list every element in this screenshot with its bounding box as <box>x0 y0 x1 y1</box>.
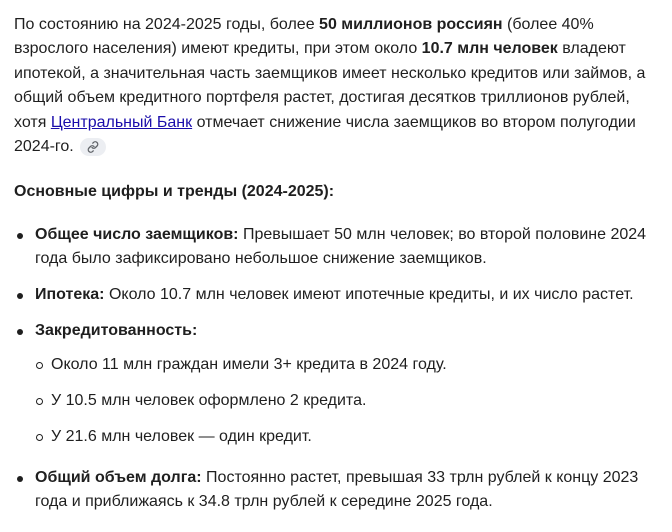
intro-text-4: отмечает снижение числа заемщиков во втором полугодии 2024-го. <box>14 113 636 156</box>
list-item-total-borrowers <box>14 223 654 271</box>
list-item-total-debt <box>14 466 654 514</box>
intro-paragraph <box>14 13 654 159</box>
item-text: Около 10.7 млн человек имеют ипотечные кредиты, и их число растет. <box>104 286 634 304</box>
debt-load-sublist <box>35 353 654 449</box>
intro-text-3: владеют ипотекой, а значительная часть заемщиков имеет несколько кредитов или займов, а общий объем кредитного портфеля растет, достигая десятков триллионов рублей, хотя <box>14 40 646 131</box>
intro-text-2: (более 40% взрослого населения) имеют кредиты, при этом около <box>14 16 594 58</box>
intro-bold-borrowers: 50 миллионов россиян <box>319 16 503 33</box>
sub-list-item: У 21.6 млн человек — один кредит. <box>35 425 654 449</box>
list-item-mortgage <box>14 283 654 307</box>
item-text: Превышает 50 млн человек; во второй половине 2024 года было зафиксировано небольшое снижение заемщиков. <box>35 226 647 268</box>
item-label: Общее число заемщиков: <box>35 226 239 244</box>
item-label: Общий объем долга: <box>35 469 202 487</box>
item-text: Постоянно растет, превышая 33 трлн рублей к концу 2023 года и приближаясь к 34.8 трлн рублей к середине 2025 года. <box>35 469 639 511</box>
source-link-chip[interactable] <box>80 138 106 156</box>
central-bank-link[interactable]: Центральный Банк <box>50 113 193 131</box>
item-label: Ипотека: <box>35 286 105 304</box>
sub-list-item: У 10.5 млн человек оформлено 2 кредита. <box>35 389 654 413</box>
list-item-debt-load <box>14 319 654 449</box>
trends-list <box>14 223 654 514</box>
intro-bold-mortgage: 10.7 млн человек <box>421 40 558 58</box>
intro-text-1: По состоянию на 2024-2025 годы, более <box>14 16 320 33</box>
item-label: Закредитованность: <box>35 322 198 340</box>
sub-list-item: Около 11 млн граждан имели 3+ кредита в 2024 году. <box>35 353 654 377</box>
section-heading: Основные цифры и тренды (2024-2025): <box>14 183 335 201</box>
link-icon <box>87 141 99 153</box>
